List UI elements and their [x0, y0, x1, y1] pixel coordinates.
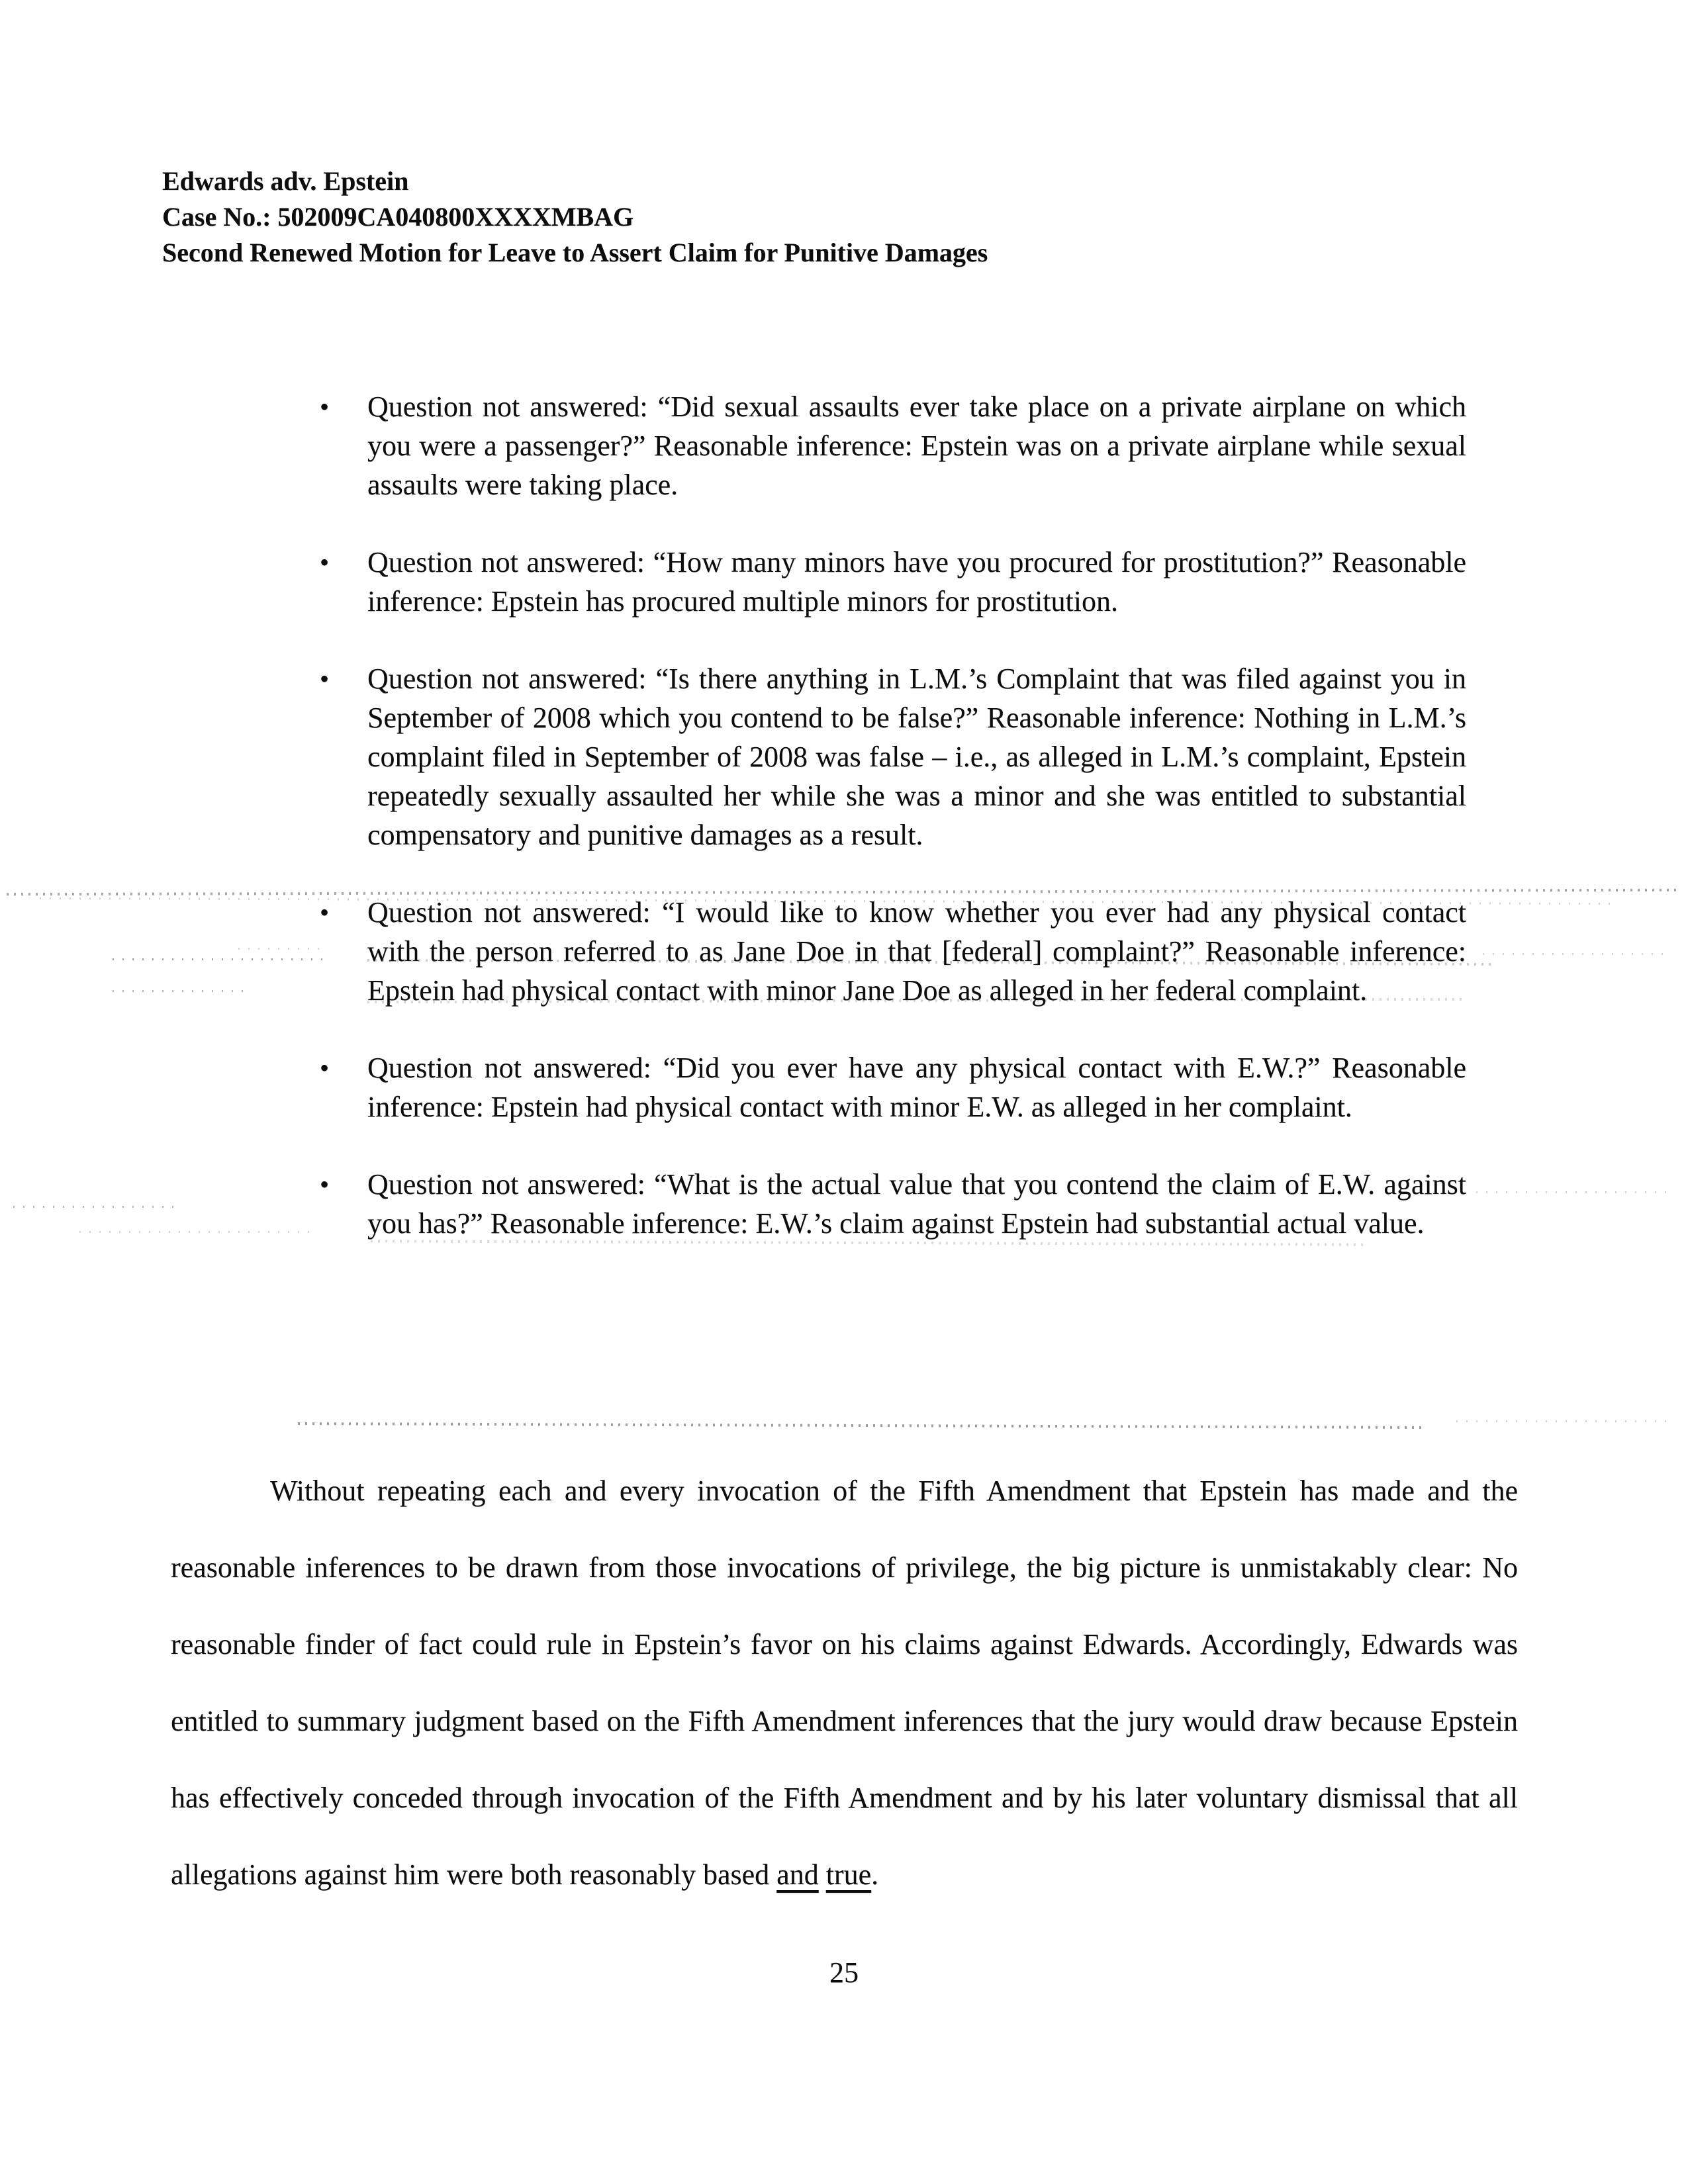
bullet-text: Question not answered: “Did you ever have any physical contact with E.W.?” Reasonable inference: Epstein had physical contact with minor E.W. as alleged in her complaint. — [367, 1052, 1466, 1123]
scan-artifact — [13, 1206, 179, 1208]
scan-artifact — [79, 1231, 318, 1233]
scan-artifact — [298, 1422, 1423, 1429]
scan-artifact — [1483, 953, 1668, 955]
case-header-motion-title: Second Renewed Motion for Leave to Assert Claim for Punitive Damages — [162, 238, 988, 267]
list-item — [320, 893, 1466, 1010]
bullet-icon: • — [320, 664, 330, 694]
paragraph-period: . — [871, 1858, 879, 1891]
list-item — [320, 387, 1466, 504]
bullet-text: Question not answered: “Is there anything in L.M.’s Complaint that was filed against you in September of 2008 which you contend to be false?” Reasonable inference: Nothing in L.M.’s complaint filed in September of 2008 was false – i.e., as alleged in L.M.’s complaint, Epstein repeatedly sexually assaulted her while she was a minor and she was entitled to substantial compensatory and punitive damages as a result. — [367, 662, 1466, 851]
list-item — [320, 1048, 1466, 1126]
case-header-party-line: Edwards adv. Epstein — [162, 166, 409, 196]
bullet-icon: • — [320, 1169, 330, 1199]
bullet-text: Question not answered: “How many minors have you procured for prostitution?” Reasonable inference: Epstein has procured multiple minors for prostitution. — [367, 546, 1466, 617]
page-number: 25 — [829, 1956, 859, 1989]
list-item — [320, 1165, 1466, 1243]
underlined-word-and: and — [776, 1858, 819, 1891]
bullet-text: Question not answered: “Did sexual assaults ever take place on a private airplane on which you were a passenger?” Reasonable inference: Epstein was on a private airplane while sexual assaults were taking place. — [367, 390, 1466, 501]
case-header — [162, 163, 1288, 271]
list-item — [320, 543, 1466, 621]
list-item — [320, 659, 1466, 854]
bullet-text: Question not answered: “I would like to know whether you ever had any physical contact with the person referred to as Jane Doe in that [federal] complaint?” Reasonable inference: Epstein had physical contact with minor Jane Doe as alleged in her federal complaint. — [367, 896, 1466, 1007]
paragraph-separator — [819, 1858, 826, 1891]
argument-paragraph — [171, 1453, 1518, 1913]
bullet-text: Question not answered: “What is the actual value that you contend the claim of E.W. against you has?” Reasonable inference: E.W.’s claim against Epstein had substantial actual value. — [367, 1168, 1466, 1240]
scan-artifact — [238, 948, 324, 950]
bullet-icon: • — [320, 547, 330, 577]
scan-artifact — [113, 958, 331, 960]
inference-list — [320, 387, 1466, 1281]
scan-artifact — [1456, 1420, 1675, 1422]
case-header-case-number: Case No.: 502009CA040800XXXXMBAG — [162, 202, 634, 232]
paragraph-text: Without repeating each and every invocation of the Fifth Amendment that Epstein has made and the reasonable inferences to be drawn from those invocations of privilege, the big picture is unmistakably clear: No reasonable finder of fact could rule in Epstein’s favor on his claims against Edwards. Accordingly, Edwards was entitled to summary judgment based on the Fifth Amendment inferences that the jury would draw because Epstein has effectively conceded through invocation of the Fifth Amendment and by his later voluntary dismissal that all allegations against him were both reasonably based — [171, 1475, 1518, 1891]
underlined-word-true: true — [825, 1858, 872, 1891]
scan-artifact — [113, 990, 245, 992]
scan-artifact — [1476, 1191, 1675, 1193]
bullet-icon: • — [320, 897, 330, 927]
bullet-icon: • — [320, 1053, 330, 1083]
bullet-icon: • — [320, 392, 330, 422]
